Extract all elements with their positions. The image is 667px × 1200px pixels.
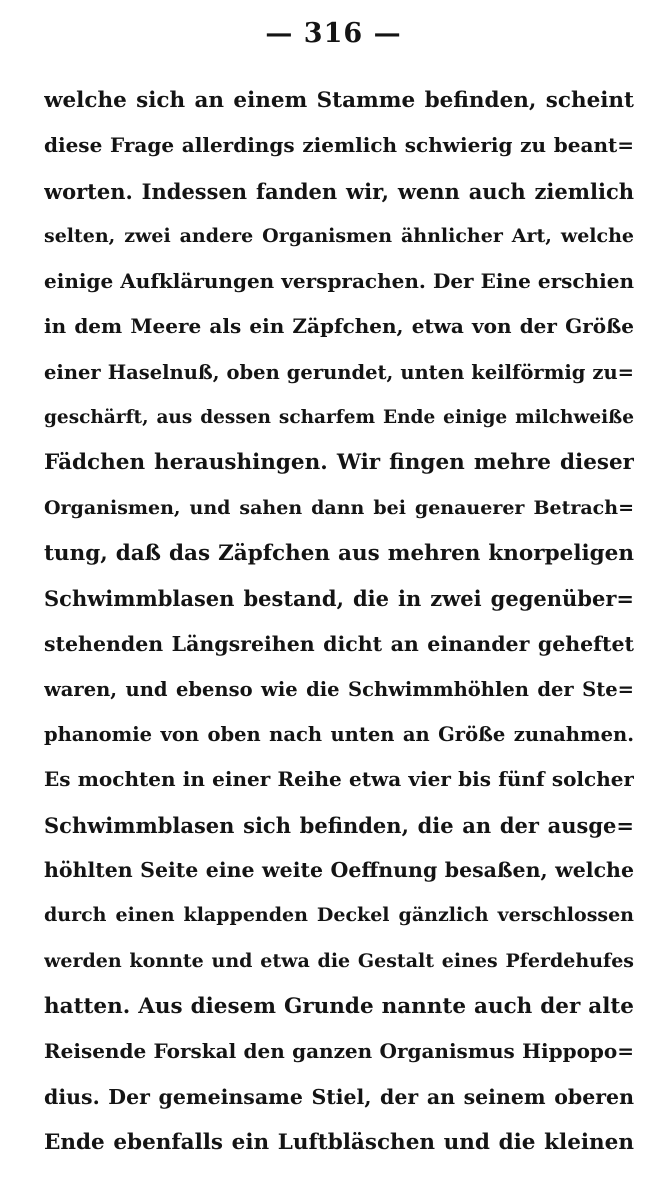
text-line: Ende ebenfalls ein Luftbläschen und die kleinen [44,1129,634,1155]
page-number: — 316 — [265,18,402,49]
text-line: worten. Indessen fanden wir, wenn auch ziemlich [44,178,634,204]
text-line: Organismen, und sahen dann bei genauerer Betrach= [44,496,634,519]
text-line: geschärft, aus dessen scharfem Ende einige milchweiße [44,407,634,429]
text-line: durch einen klappenden Deckel gänzlich verschlossen [44,904,634,927]
text-line: Reisende Forskal den ganzen Organismus Hippopo= [44,1039,634,1064]
text-line: selten, zwei andere Organismen ähnlicher Art, welche [44,224,634,247]
text-line: in dem Meere als ein Zäpfchen, etwa von der Größe [44,314,634,339]
text-line: Fädchen heraushingen. Wir fingen mehre dieser [44,450,634,476]
text-line: stehenden Längsreihen dicht an einander geheftet [44,631,634,656]
body-text [44,78,634,1165]
text-line: Schwimmblasen bestand, die in zwei gegenüber= [44,586,634,612]
text-line: einer Haselnuß, oben gerundet, unten keilförmig zu= [44,360,634,384]
text-line: werden konnte und etwa die Gestalt eines Pferdehufes [44,949,634,972]
text-line: Es mochten in einer Reihe etwa vier bis fünf solcher [44,767,634,792]
text-line: höhlten Seite eine weite Oeffnung besaßen, welche [44,858,634,883]
text-line: einige Aufklärungen versprachen. Der Eine erschien [44,269,634,294]
text-line: dius. Der gemeinsame Stiel, der an seinem oberen [44,1084,634,1109]
text-line: hatten. Aus diesem Grunde nannte auch der alte [44,993,634,1019]
text-line: phanomie von oben nach unten an Größe zunahmen. [44,723,634,747]
text-line: diese Frage allerdings ziemlich schwierig zu beant= [44,133,634,158]
text-line: waren, und ebenso wie die Schwimmhöhlen der Ste= [44,677,634,701]
text-line: tung, daß das Zäpfchen aus mehren knorpeligen [44,540,634,566]
text-line: welche sich an einem Stamme befinden, scheint [44,88,634,113]
text-line: Schwimmblasen sich befinden, die an der ausge= [44,812,634,838]
